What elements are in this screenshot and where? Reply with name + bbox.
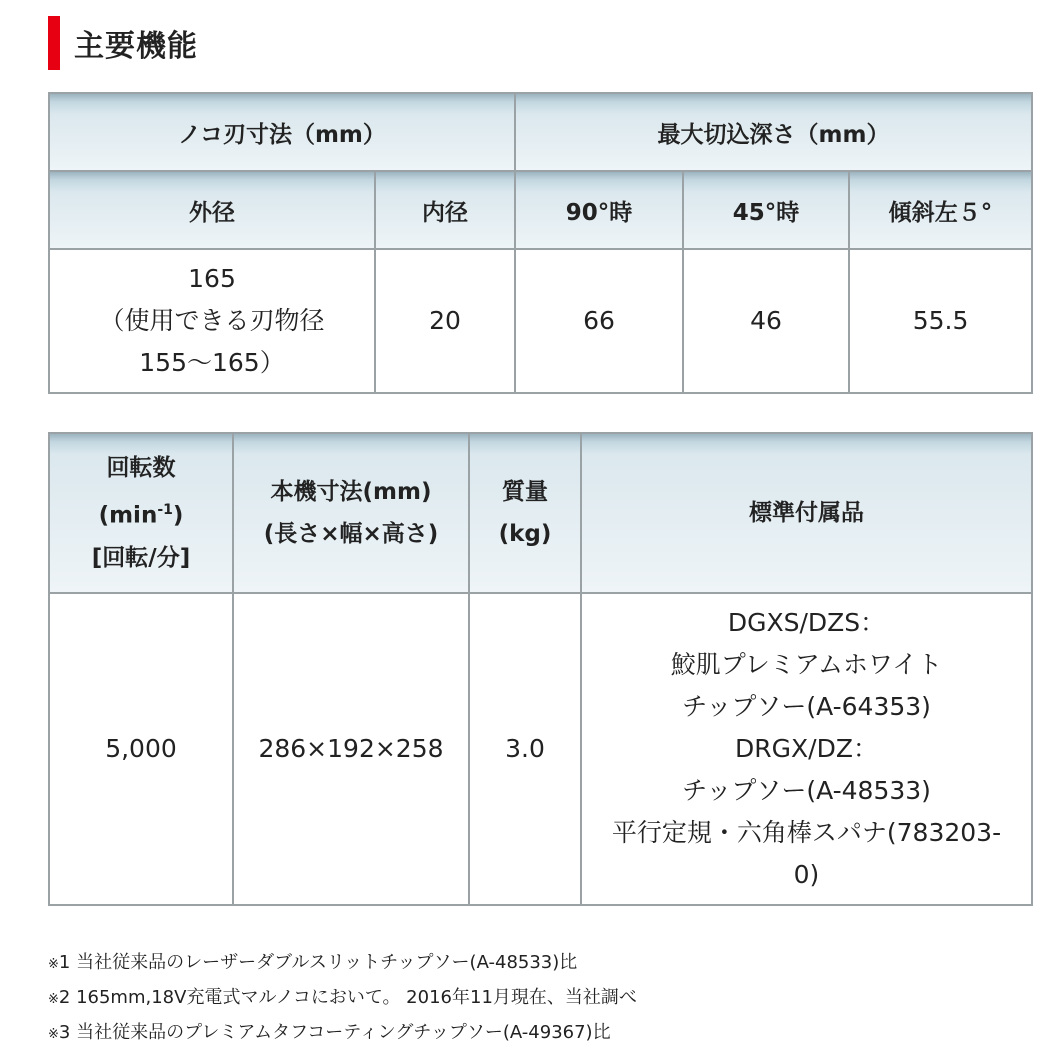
rpm-unit: $(\min^{-1})$ xyxy=(98,502,184,529)
header-depth-45: 45°時 xyxy=(683,171,849,249)
accessory-line: チップソー(A-64353) xyxy=(682,692,931,721)
cell-depth-90: 66 xyxy=(515,249,683,393)
header-outer-diameter: 外径 xyxy=(49,171,375,249)
cell-outer-diameter xyxy=(49,249,375,393)
header-blade-size: ノコ刃寸法（mm） xyxy=(49,93,515,171)
header-dimensions xyxy=(233,433,469,593)
footnote: ※1 当社従来品のレーザーダブルスリットチップソー(A-48533)比 xyxy=(48,952,578,973)
header-depth-tilt: 傾斜左５° xyxy=(849,171,1032,249)
header-mass xyxy=(469,433,581,593)
cell-dimensions: 286×192×258 xyxy=(233,593,469,905)
mass-label: 質量 xyxy=(502,479,548,505)
header-max-cut-depth: 最大切込深さ（mm） xyxy=(515,93,1032,171)
cell-accessories xyxy=(581,593,1032,905)
accessory-line: 鮫肌プレミアムホワイト xyxy=(670,650,943,679)
header-rpm xyxy=(49,433,233,593)
header-inner-diameter: 内径 xyxy=(375,171,515,249)
accessory-line: DGXS/DZS： xyxy=(727,608,886,637)
cell-inner-diameter: 20 xyxy=(375,249,515,393)
footnotes xyxy=(48,946,637,1051)
accessory-line: 平行定規・六角棒スパナ(783203- xyxy=(611,818,1002,847)
rpm-unit-jp: [回転/分] xyxy=(91,544,191,571)
dimensions-unit: (長さ×幅×高さ) xyxy=(263,521,439,547)
accessory-line: DRGX/DZ： xyxy=(735,734,878,763)
accessory-line: 0) xyxy=(793,860,820,889)
blade-spec-table xyxy=(48,92,1033,394)
accent-bar xyxy=(48,16,60,70)
machine-spec-table xyxy=(48,432,1033,906)
cell-rpm: 5,000 xyxy=(49,593,233,905)
outer-diameter-value: 165 xyxy=(188,264,236,293)
outer-diameter-range: 155～165） xyxy=(139,348,285,377)
footnote: ※3 当社従来品のプレミアムタフコーティングチップソー(A-49367)比 xyxy=(48,1022,611,1043)
footnote: ※2 165mm,18V充電式マルノコにおいて。 2016年11月現在、当社調べ xyxy=(48,987,637,1008)
cell-depth-45: 46 xyxy=(683,249,849,393)
rpm-label: 回転数 xyxy=(106,455,176,482)
header-depth-90: 90°時 xyxy=(515,171,683,249)
cell-mass: 3.0 xyxy=(469,593,581,905)
accessory-line: チップソー(A-48533) xyxy=(682,776,931,805)
dimensions-label: 本機寸法(mm) xyxy=(270,479,432,505)
section-title: 主要機能 xyxy=(74,29,198,64)
header-accessories: 標準付属品 xyxy=(581,433,1032,593)
outer-diameter-note: （使用できる刃物径 xyxy=(99,306,325,335)
mass-unit: (kg) xyxy=(498,521,552,547)
cell-depth-tilt: 55.5 xyxy=(849,249,1032,393)
section-heading xyxy=(48,16,198,70)
